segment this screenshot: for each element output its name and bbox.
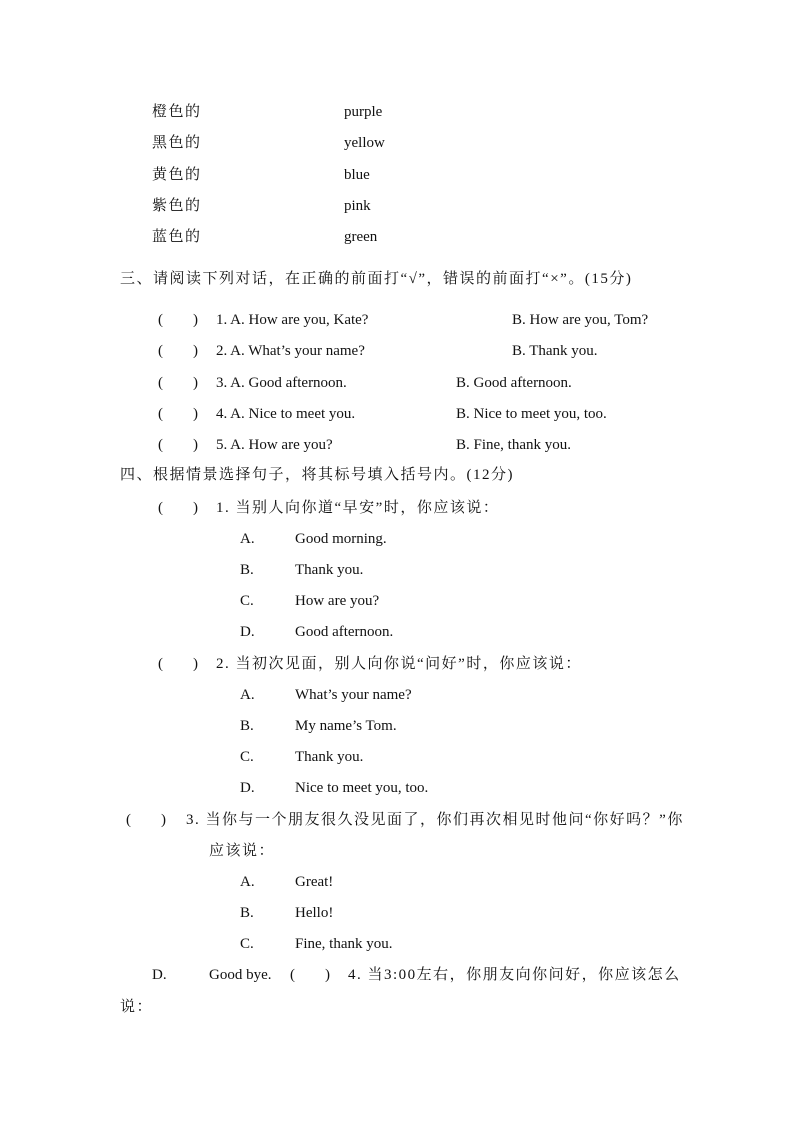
- color-cn-2: 黑色的: [152, 135, 202, 151]
- section-4-title: 四、根据情景选择句子，将其标号填入括号内。(12分): [120, 467, 514, 483]
- color-cn-3: 黄色的: [152, 167, 202, 183]
- option-letter: A.: [240, 687, 255, 703]
- option-text: Thank you.: [295, 562, 364, 578]
- option-letter: B.: [240, 718, 254, 734]
- option-letter: C.: [240, 593, 254, 609]
- answer-blank-4-1[interactable]: ( ): [158, 500, 198, 516]
- answer-blank-3-4[interactable]: ( ): [158, 406, 198, 422]
- color-en-5: green: [344, 229, 378, 245]
- option-text: Nice to meet you, too.: [295, 780, 429, 796]
- dialog-3-1-a: 1. A. How are you, Kate?: [216, 312, 369, 328]
- option-text: What’s your name?: [295, 687, 412, 703]
- color-en-1: purple: [344, 104, 383, 120]
- section-3-title: 三、请阅读下列对话，在正确的前面打“√”，错误的前面打“×”。(15分): [120, 271, 633, 287]
- question-4-4-stem-cont: 说：: [120, 999, 154, 1015]
- option-letter: C.: [240, 936, 254, 952]
- dialog-3-3-b: B. Good afternoon.: [456, 375, 572, 391]
- option-letter: C.: [240, 749, 254, 765]
- answer-blank-3-1[interactable]: ( ): [158, 312, 198, 328]
- dialog-3-5-b: B. Fine, thank you.: [456, 437, 571, 453]
- option-text: Great!: [295, 874, 334, 890]
- answer-blank-3-3[interactable]: ( ): [158, 375, 198, 391]
- option-letter: A.: [240, 874, 255, 890]
- option-text: Good bye.: [209, 967, 272, 983]
- question-4-3-stem-cont: 应该说：: [209, 843, 276, 859]
- option-text: How are you?: [295, 593, 380, 609]
- color-en-2: yellow: [344, 135, 385, 151]
- answer-blank-4-4[interactable]: ( ): [290, 967, 330, 983]
- dialog-3-2-b: B. Thank you.: [512, 343, 598, 359]
- color-cn-4: 紫色的: [152, 198, 202, 214]
- option-text: Good afternoon.: [295, 624, 394, 640]
- dialog-3-2-a: 2. A. What’s your name?: [216, 343, 365, 359]
- dialog-3-3-a: 3. A. Good afternoon.: [216, 375, 347, 391]
- option-text: Thank you.: [295, 749, 364, 765]
- option-letter: B.: [240, 562, 254, 578]
- question-4-3-stem: 3. 当你与一个朋友很久没见面了，你们再次相见时他问“你好吗？”你: [186, 812, 684, 828]
- color-en-4: pink: [344, 198, 371, 214]
- option-text: Good morning.: [295, 531, 387, 547]
- answer-blank-4-3[interactable]: ( ): [126, 812, 166, 828]
- color-cn-5: 蓝色的: [152, 229, 202, 245]
- dialog-3-4-b: B. Nice to meet you, too.: [456, 406, 607, 422]
- question-4-4-stem: 4. 当3:00左右，你朋友向你问好，你应该怎么: [348, 967, 681, 983]
- option-letter: D.: [152, 967, 167, 983]
- option-letter: D.: [240, 780, 255, 796]
- question-4-1-stem: 1. 当别人向你道“早安”时，你应该说：: [216, 500, 500, 516]
- question-4-2-stem: 2. 当初次见面，别人向你说“问好”时，你应该说：: [216, 656, 582, 672]
- answer-blank-3-2[interactable]: ( ): [158, 343, 198, 359]
- option-letter: D.: [240, 624, 255, 640]
- option-text: Fine, thank you.: [295, 936, 393, 952]
- dialog-3-4-a: 4. A. Nice to meet you.: [216, 406, 356, 422]
- dialog-3-5-a: 5. A. How are you?: [216, 437, 333, 453]
- option-text: My name’s Tom.: [295, 718, 397, 734]
- color-en-3: blue: [344, 167, 370, 183]
- color-cn-1: 橙色的: [152, 104, 202, 120]
- option-letter: A.: [240, 531, 255, 547]
- answer-blank-3-5[interactable]: ( ): [158, 437, 198, 453]
- option-letter: B.: [240, 905, 254, 921]
- answer-blank-4-2[interactable]: ( ): [158, 656, 198, 672]
- option-text: Hello!: [295, 905, 334, 921]
- dialog-3-1-b: B. How are you, Tom?: [512, 312, 649, 328]
